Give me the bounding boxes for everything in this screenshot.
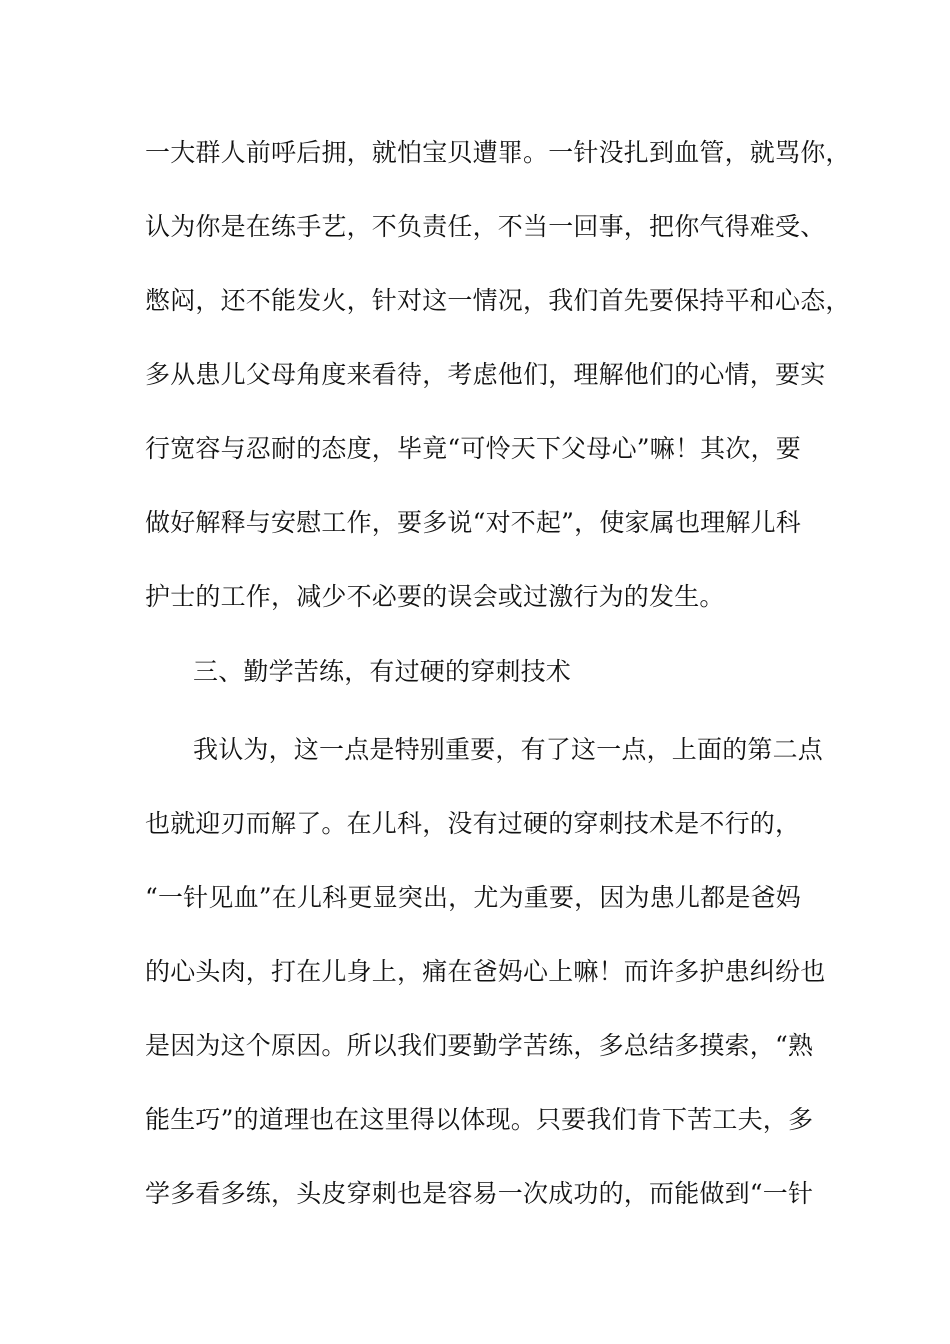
text-line: 憋闷，还不能发火，针对这一情况，我们首先要保持平和心态， [145,286,851,315]
text-line: 一大群人前呼后拥，就怕宝贝遭罪。一针没扎到血管，就骂你， [145,138,851,167]
text-line: “一针见血”在儿科更显突出，尤为重要，因为患儿都是爸妈 [145,883,801,912]
text-line: 行宽容与忍耐的态度，毕竟“可怜天下父母心”嘛！其次，要 [145,434,801,463]
text-line: 多从患儿父母角度来看待，考虑他们，理解他们的心情，要实 [145,360,826,389]
text-line: 是因为这个原因。所以我们要勤学苦练，多总结多摸索，“熟 [145,1031,814,1060]
text-line: 的心头肉，打在儿身上，痛在爸妈心上嘛！而许多护患纠纷也 [145,957,826,986]
text-line: 学多看多练，头皮穿刺也是容易一次成功的，而能做到“一针 [145,1179,814,1208]
text-line: 也就迎刃而解了。在儿科，没有过硬的穿刺技术是不行的， [145,809,801,838]
paragraph-first-line: 我认为，这一点是特别重要，有了这一点，上面的第二点 [193,735,824,764]
text-line: 做好解释与安慰工作，要多说“对不起”，使家属也理解儿科 [145,508,801,537]
section-heading: 三、勤学苦练，有过硬的穿刺技术 [193,657,572,686]
text-line: 认为你是在练手艺，不负责任，不当一回事，把你气得难受、 [145,212,826,241]
text-line: 能生巧”的道理也在这里得以体现。只要我们肯下苦工夫，多 [145,1105,814,1134]
text-line: 护士的工作，减少不必要的误会或过激行为的发生。 [145,582,725,611]
